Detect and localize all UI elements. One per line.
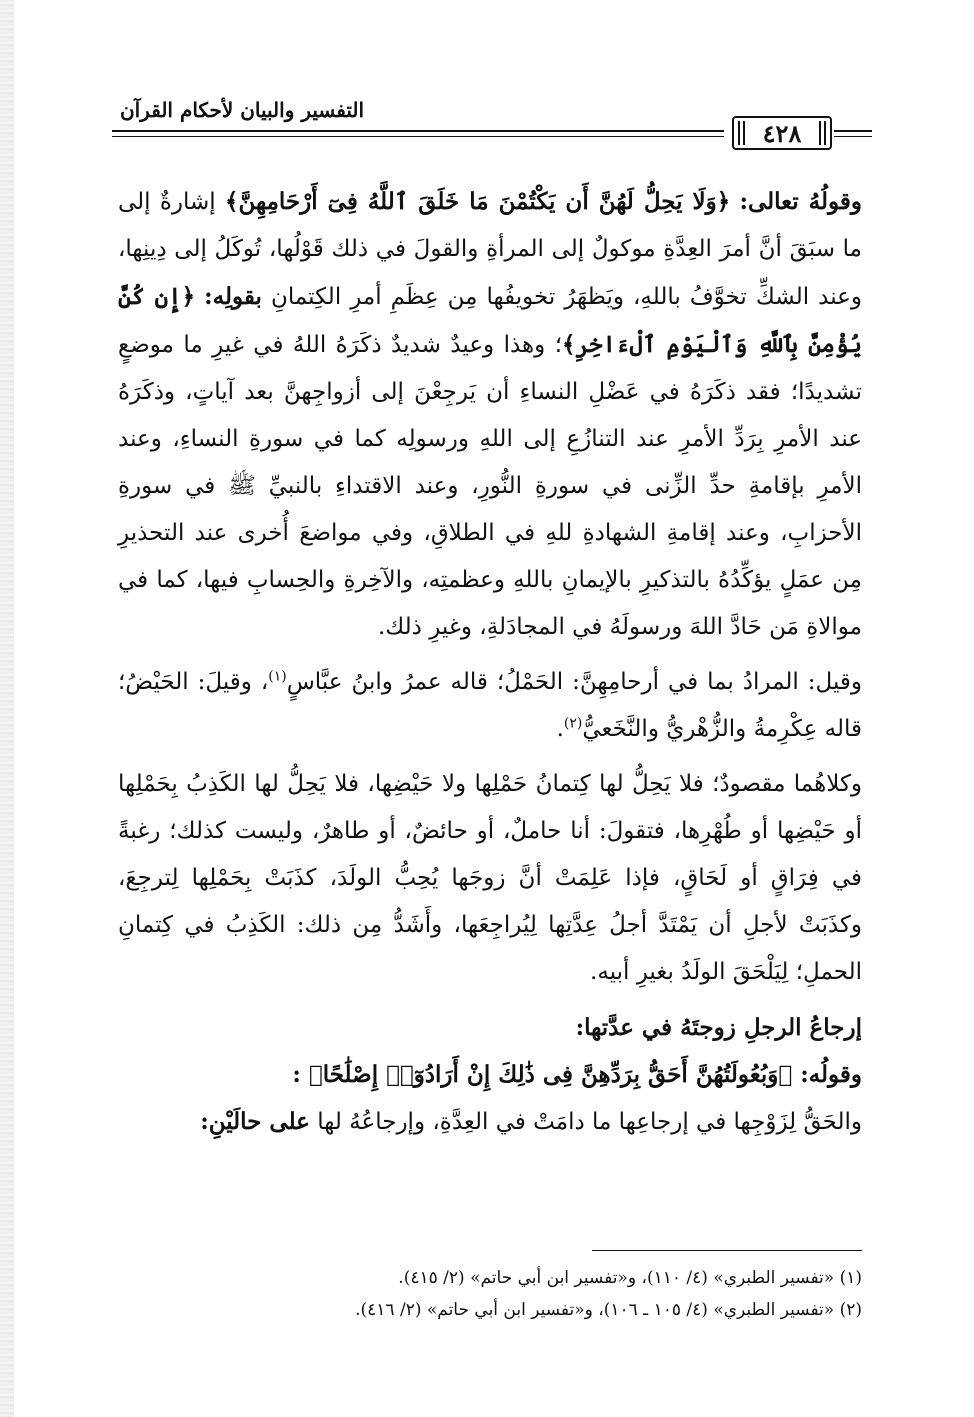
scan-edge-shadow (0, 0, 14, 1417)
punctuation: : (292, 1061, 301, 1088)
page-number (732, 116, 832, 150)
footnote-marker[interactable]: (١) (268, 668, 287, 685)
header-rule-right-thin (834, 136, 872, 137)
paragraph-text: وقيل: المرادُ بما في أرحامِهِنَّ: الحَمْلُ؛ قاله عمرُ وابنُ عبَّاسٍ (286, 669, 862, 695)
closing-bold: على حالَيْنِ: (200, 1108, 310, 1135)
paragraph-text: والحَقُّ لِزَوْجِها في إرجاعِها ما دامَتْ في العِدَّةِ، وإرجاعُهُ لها (317, 1109, 862, 1135)
section-heading: إرجاعُ الرجلِ زوجتَهُ في عدَّتها: (575, 1014, 862, 1041)
main-text (118, 178, 862, 1154)
closing-paragraph (118, 1098, 862, 1146)
paragraph-2 (118, 659, 862, 753)
quran-verse: ﴿وَلَا يَحِلُّ لَهُنَّ أَن يَكْتُمْنَ مَا خَلَقَ ٱللَّهُ فِىٓ أَرْحَامِهِنَّ﴾ (225, 188, 731, 215)
header-rule-right (834, 130, 872, 132)
footnote-1: (١) «تفسير الطبري» (٤/ ١١٠)، و«تفسير ابن أبي حاتم» (٢/ ٤١٥). (398, 1268, 862, 1288)
paragraph-1 (118, 178, 862, 651)
lead-phrase: بقولِه: (204, 283, 262, 310)
footnote-2: (٢) «تفسير الطبري» (٤/ ١٠٥ ـ ١٠٦)، و«تفسير ابن أبي حاتم» (٢/ ٤١٦). (355, 1300, 862, 1320)
paragraph-3 (118, 761, 862, 996)
footnotes (302, 1262, 862, 1326)
paragraph-text: . (556, 716, 564, 742)
page-header (112, 96, 872, 156)
paragraph-text: إشارةٌ إلى ما سبَقَ أنَّ أمرَ العِدَّةِ موكولٌ إلى المرأةِ والقولَ في ذلك قَوْلُها، تُوكَلُ إلى دِينِها، وعند الشكِّ تخوَّفُ باللهِ، ويَظهَرُ تخويفُها مِن عِظَمِ أمرِ الكِتمانِ (118, 189, 863, 310)
lead-phrase: وقولُه: (800, 1061, 862, 1088)
header-rule (112, 130, 724, 132)
footnote-separator (592, 1250, 862, 1251)
running-title: التفسير والبيان لأحكام القرآن (119, 98, 365, 122)
footnote-marker[interactable]: (٢) (563, 715, 583, 732)
quran-verse: ﴿وَبُعُولَتُهُنَّ أَحَقُّ بِرَدِّهِنَّ فِى ذَٰلِكَ إِنْ أَرَادُوٓا۟ إِصْلَٰحًا﴾ (308, 1061, 793, 1088)
quran-verse: ﴿إِن كُنَّ يُؤْمِنَّ بِٱللَّهِ وَٱلْيَوْمِ ٱلْءَاخِرِ﴾ (118, 283, 862, 358)
page-number-text: ٤٢٨ (762, 118, 802, 148)
paragraph-text: ؛ وهذا وعيدٌ شديدٌ ذكَرَهُ اللهُ في غيرِ ما موضعٍ تشديدًا؛ فقد ذكَرَهُ في عَضْلِ النساءِ أن يَرجِعْنَ إلى أزواجِهنَّ بعد آياتٍ، وذكَرَهُ عند الأمرِ بِرَدِّ الأمرِ عند التنازُعِ إلى اللهِ ورسولِه كما في سورةِ النساءِ، وعند الأمرِ بإقامةِ حدِّ الزِّنى في سورةِ النُّورِ، وعند الاقتداءِ بالنبيِّ ﷺ في سورةِ الأحزابِ، وعند إقامةِ الشهادةِ للهِ في الطلاقِ، وفي مواضعَ أُخرى عند التحذيرِ مِن عمَلٍ يؤكِّدُهُ بالتذكيرِ بالإيمانِ باللهِ وعظمتِه، والآخِرةِ والحِسابِ فيها، كما في موالاةِ مَن حَادَّ اللهَ ورسولَهُ في المجادَلةِ، وغيرِ ذلك. (118, 332, 862, 640)
verse-line (118, 1051, 862, 1098)
lead-phrase: وقولُهُ تعالى: (739, 188, 862, 215)
paragraph-text: ، وقيلَ: الحَيْضُ؛ قاله عِكْرِمةُ والزُّهْريُّ والنَّخَعيُّ (118, 669, 862, 742)
header-rule-thin (112, 136, 724, 137)
paragraph-text: وكلاهُما مقصودٌ؛ فلا يَحِلُّ لها كِتمانُ حَمْلِها ولا حَيْضِها، فلا يَحِلُّ لها الكَذِبُ بِحَمْلِها أو حَيْضِها أو طُهْرِها، فتقولَ: أنا حاملٌ، أو حائضٌ، أو طاهرٌ، وليست كذلك؛ رغبةً في فِرَاقٍ أو لَحَاقٍ، فإذا عَلِمَتْ أنَّ زوجَها يُحِبُّ الولَدَ، كذَبَتْ بِحَمْلِها لِترجِعَ، وكذَبَتْ لأجلِ أن يَمْتَدَّ أجلُ عِدَّتِها لِيُراجِعَها، وأَشَدُّ مِن ذلك: الكَذِبُ في كِتمانِ الحملِ؛ لِيَلْحَقَ الولَدُ بغيرِ أبيه. (118, 771, 862, 985)
